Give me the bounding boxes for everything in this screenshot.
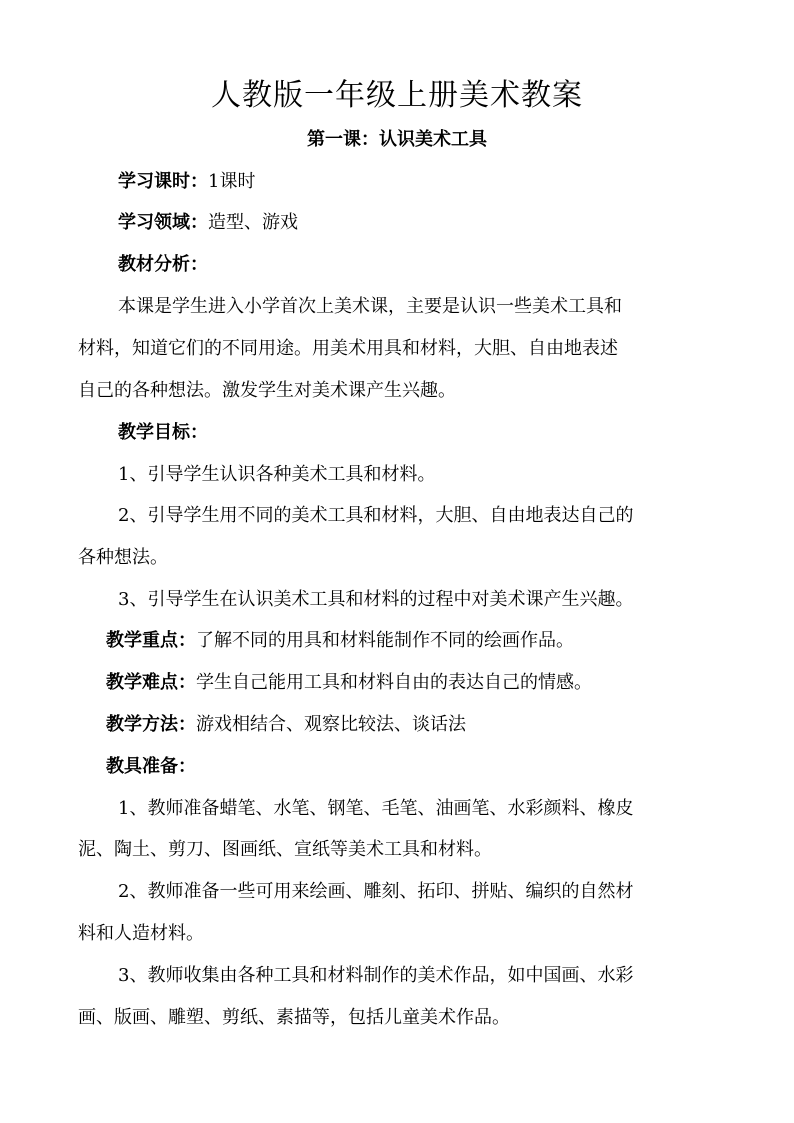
key-point-row: [106, 627, 574, 655]
lesson-title: 第一课：认识美术工具: [307, 129, 487, 150]
preparation-item-continued: 画、版画、雕塑、剪纸、素描等，包括儿童美术作品。: [78, 1007, 510, 1028]
method-label: 教学方法：: [106, 714, 196, 735]
class-hours-label: 学习课时：: [118, 171, 208, 192]
analysis-line: 自己的各种想法。激发学生对美术课产生兴趣。: [78, 380, 456, 401]
class-hours-value: 1课时: [208, 171, 256, 192]
preparation-item: 3、教师收集由各种工具和材料制作的美术作品，如中国画、水彩: [118, 965, 634, 986]
goal-item: 2、引导学生用不同的美术工具和材料，大胆、自由地表达自己的: [118, 505, 634, 526]
preparation-item-continued: 料和人造材料。: [78, 923, 204, 944]
class-hours-row: [118, 168, 255, 196]
difficulty-value: 学生自己能用工具和材料自由的表达自己的情感。: [196, 672, 592, 693]
analysis-line: 本课是学生进入小学首次上美术课，主要是认识一些美术工具和: [118, 296, 622, 317]
key-point-value: 了解不同的用具和材料能制作不同的绘画作品。: [196, 630, 574, 651]
difficulty-label: 教学难点：: [106, 672, 196, 693]
preparation-item: 2、教师准备一些可用来绘画、雕刻、拓印、拼贴、编织的自然材: [118, 881, 634, 902]
difficulty-row: [106, 669, 592, 697]
document-title: 人教版一年级上册美术教案: [211, 78, 583, 113]
learning-area-row: [118, 209, 298, 237]
preparation-item-continued: 泥、陶土、剪刀、图画纸、宣纸等美术工具和材料。: [78, 839, 492, 860]
goal-item: 1、引导学生认识各种美术工具和材料。: [118, 464, 436, 485]
preparation-item: 1、教师准备蜡笔、水笔、钢笔、毛笔、油画笔、水彩颜料、橡皮: [118, 798, 634, 819]
preparation-heading: 教具准备：: [106, 756, 196, 777]
analysis-line: 材料，知道它们的不同用途。用美术用具和材料，大胆、自由地表述: [78, 338, 618, 359]
method-row: [106, 711, 466, 739]
learning-area-label: 学习领域：: [118, 212, 208, 233]
key-point-label: 教学重点：: [106, 630, 196, 651]
goal-item: 3、引导学生在认识美术工具和材料的过程中对美术课产生兴趣。: [118, 589, 634, 610]
learning-area-value: 造型、游戏: [208, 212, 298, 233]
goals-heading: 教学目标：: [118, 422, 208, 443]
analysis-heading: 教材分析：: [118, 254, 208, 275]
goal-item-continued: 各种想法。: [78, 547, 168, 568]
method-value: 游戏相结合、观察比较法、谈话法: [196, 714, 466, 735]
